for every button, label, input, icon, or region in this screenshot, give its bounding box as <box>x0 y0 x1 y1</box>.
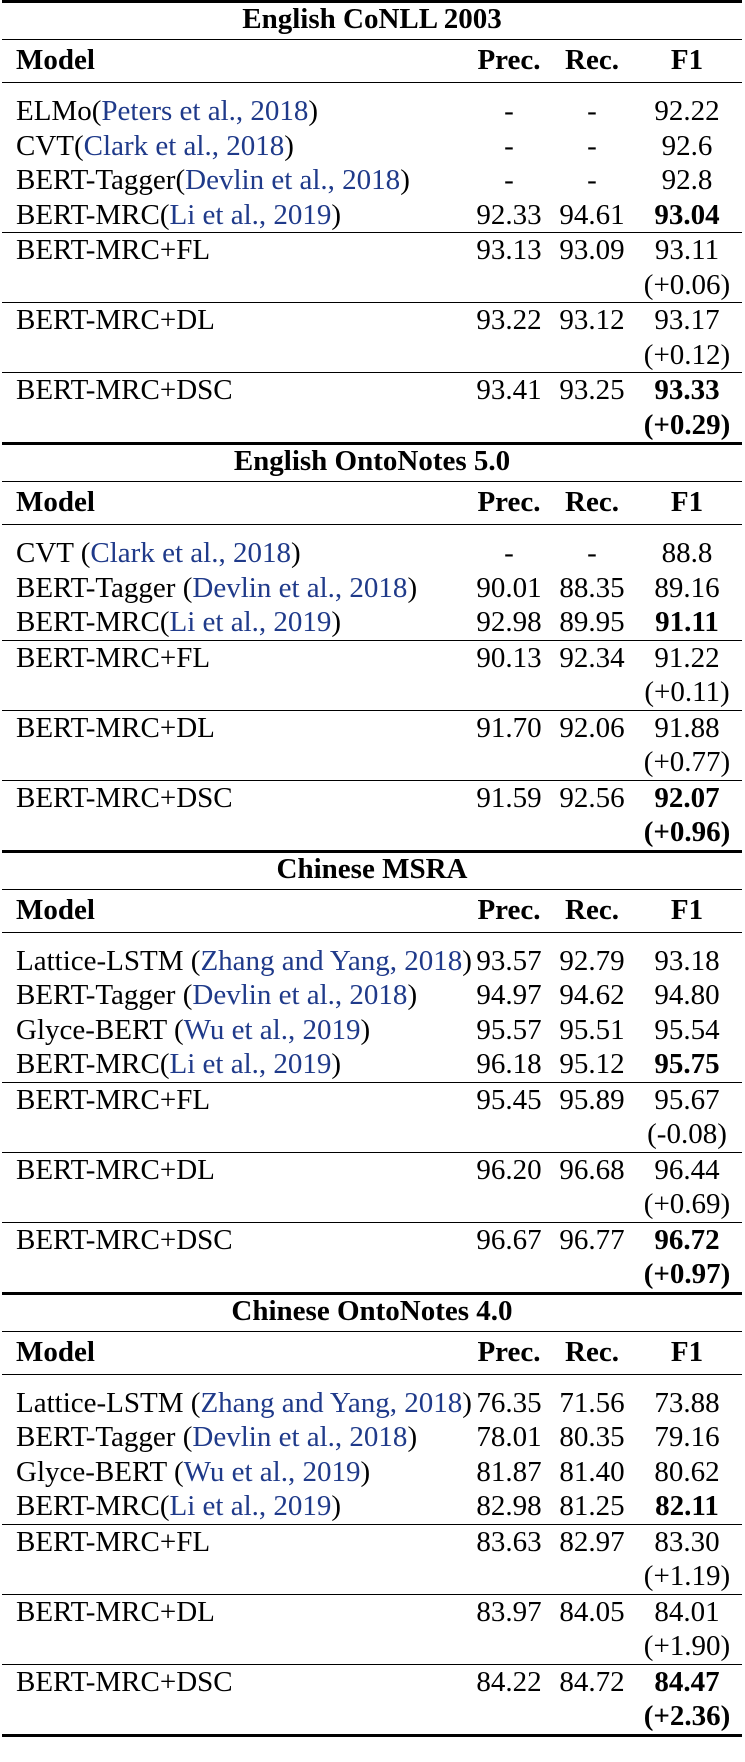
prec-cell: - <box>504 95 514 127</box>
prec-cell: 94.97 <box>476 979 542 1011</box>
section-title: English OntoNotes 5.0 <box>233 445 511 477</box>
prec-cell: 96.18 <box>476 1048 542 1080</box>
model-cell <box>16 303 215 337</box>
f1-delta: (+0.77) <box>643 746 731 778</box>
table-row <box>2 536 742 571</box>
model-name: BERT-MRC+DL <box>16 304 215 336</box>
table-row <box>2 129 742 164</box>
model-cell: BERT-Tagger (Devlin et al., 2018) <box>16 1421 418 1453</box>
prec-cell: 92.33 <box>476 198 542 231</box>
table-row <box>2 605 742 640</box>
f1-cell: 82.11 <box>655 1490 719 1522</box>
header-f1: F1 <box>670 893 704 926</box>
table-row <box>2 1013 742 1048</box>
f1-delta: (+0.69) <box>643 1188 731 1220</box>
citation-link: Devlin et al., 2018 <box>192 1421 408 1453</box>
model-cell: Lattice-LSTM (Zhang and Yang, 2018) <box>16 1386 472 1419</box>
citation-link: Zhang and Yang, 2018 <box>200 1386 463 1419</box>
model-cell <box>16 373 233 407</box>
table-row <box>2 1489 742 1524</box>
rec-cell: 95.89 <box>559 1083 625 1116</box>
model-cell <box>16 641 210 675</box>
table-row <box>2 1594 742 1664</box>
model-name: BERT-MRC <box>16 1048 160 1080</box>
prec-cell: 83.63 <box>476 1525 542 1558</box>
model-name: BERT-MRC+FL <box>16 1083 211 1116</box>
prec-cell: 96.67 <box>476 1223 542 1256</box>
prec-cell: 76.35 <box>476 1386 542 1419</box>
citation-link: Clark et al., 2018 <box>83 129 285 162</box>
header-model: Model <box>16 893 95 926</box>
prec-cell: 90.13 <box>476 641 542 674</box>
prec-cell: - <box>504 164 514 196</box>
f1-cell: 80.62 <box>654 1455 720 1488</box>
f1-delta: (+0.29) <box>643 408 731 441</box>
table-row <box>2 1420 742 1455</box>
table-row <box>2 1222 742 1292</box>
model-cell: ELMo(Peters et al., 2018) <box>16 95 319 127</box>
model-name: BERT-MRC+DL <box>16 1595 215 1628</box>
model-name: BERT-Tagger <box>16 1421 183 1453</box>
model-cell <box>16 1665 233 1699</box>
bottom-rule <box>2 1734 742 1737</box>
header-model: Model <box>16 1335 95 1368</box>
model-cell: CVT (Clark et al., 2018) <box>16 537 301 569</box>
f1-delta: (+1.90) <box>643 1630 731 1662</box>
rec-cell: 89.95 <box>559 606 625 638</box>
model-name: CVT <box>16 537 81 569</box>
citation-link: Devlin et al., 2018 <box>185 164 401 196</box>
f1-cell: 92.22 <box>654 95 720 127</box>
table-row <box>2 198 742 233</box>
prec-cell: 95.45 <box>476 1083 542 1116</box>
results-table <box>2 0 742 1737</box>
rec-cell: 92.56 <box>559 781 625 814</box>
model-cell: BERT-MRC(Li et al., 2019) <box>16 606 342 638</box>
model-name: BERT-MRC+DSC <box>16 1223 233 1256</box>
rec-cell: 95.51 <box>559 1013 625 1046</box>
prec-cell: 83.97 <box>476 1595 542 1628</box>
f1-cell: 96.44 <box>654 1153 720 1186</box>
header-prec: Prec. <box>477 486 541 518</box>
prec-cell: 90.01 <box>476 571 542 604</box>
model-name: BERT-MRC+FL <box>16 641 211 674</box>
citation-link: Li et al., 2019 <box>169 1490 332 1522</box>
header-rec: Rec. <box>565 44 619 76</box>
prec-cell: 93.41 <box>476 374 542 406</box>
f1-delta: (-0.08) <box>647 1118 727 1150</box>
f1-delta: (+0.06) <box>643 268 731 301</box>
f1-cell: 93.17 <box>654 304 720 336</box>
rec-cell: - <box>587 164 597 196</box>
f1-cell: 79.16 <box>654 1421 720 1453</box>
citation-link: Peters et al., 2018 <box>101 95 309 127</box>
rec-cell: 81.40 <box>559 1455 625 1488</box>
table-row <box>2 94 742 129</box>
prec-cell: 93.22 <box>476 304 542 336</box>
model-name: ELMo <box>16 95 92 127</box>
header-model: Model <box>16 486 95 518</box>
model-name: BERT-MRC+DSC <box>16 374 233 406</box>
f1-delta: (+1.19) <box>643 1560 731 1592</box>
section-title: English CoNLL 2003 <box>242 3 502 35</box>
rec-cell: 94.61 <box>559 198 625 231</box>
rec-cell: 82.97 <box>559 1525 625 1558</box>
header-prec: Prec. <box>477 893 541 926</box>
model-cell <box>16 1223 233 1257</box>
rec-cell: 95.12 <box>559 1048 625 1080</box>
rec-cell: 88.35 <box>559 571 625 604</box>
rec-cell: 96.77 <box>559 1223 625 1256</box>
citation-link: Devlin et al., 2018 <box>192 979 408 1011</box>
table-row <box>2 640 742 710</box>
rec-cell: 81.25 <box>559 1490 625 1522</box>
spacer <box>2 525 742 536</box>
model-name: CVT <box>16 129 74 162</box>
f1-cell: 92.6 <box>661 129 713 162</box>
prec-cell: 93.13 <box>476 234 542 266</box>
f1-cell: 73.88 <box>654 1386 720 1419</box>
spacer <box>2 83 742 94</box>
f1-cell: 95.54 <box>654 1013 720 1046</box>
header-model: Model <box>16 44 95 76</box>
model-name: Glyce-BERT <box>16 1455 174 1488</box>
f1-cell: 96.72 <box>654 1223 720 1256</box>
f1-cell: 93.11 <box>654 234 720 266</box>
model-cell: BERT-MRC(Li et al., 2019) <box>16 1490 342 1522</box>
rec-cell: 84.72 <box>559 1665 625 1698</box>
rec-cell: 94.62 <box>559 979 625 1011</box>
table-row <box>2 1386 742 1421</box>
table-row <box>2 944 742 979</box>
model-cell: BERT-MRC(Li et al., 2019) <box>16 198 342 231</box>
citation-link: Devlin et al., 2018 <box>192 571 408 604</box>
f1-cell: 94.80 <box>654 979 720 1011</box>
prec-cell: 84.22 <box>476 1665 542 1698</box>
model-cell: BERT-Tagger(Devlin et al., 2018) <box>16 164 410 196</box>
rec-cell: - <box>587 129 597 162</box>
model-cell: Lattice-LSTM (Zhang and Yang, 2018) <box>16 944 472 977</box>
f1-cell: 92.07 <box>654 781 720 814</box>
rec-cell: 71.56 <box>559 1386 625 1419</box>
model-name: BERT-MRC+FL <box>16 234 211 266</box>
f1-cell: 95.75 <box>654 1048 720 1080</box>
prec-cell: 78.01 <box>476 1421 542 1453</box>
model-name: BERT-MRC+DL <box>16 711 215 744</box>
f1-delta: (+0.12) <box>643 338 731 371</box>
citation-link: Li et al., 2019 <box>169 1048 332 1080</box>
f1-cell: 84.01 <box>654 1595 720 1628</box>
citation-link: Clark et al., 2018 <box>90 537 291 569</box>
header-rec: Rec. <box>565 486 619 518</box>
table-row <box>2 1047 742 1082</box>
model-cell: BERT-MRC(Li et al., 2019) <box>16 1048 342 1080</box>
header-f1: F1 <box>670 44 704 76</box>
table-row <box>2 302 742 372</box>
header-row <box>2 39 742 83</box>
header-row <box>2 481 742 525</box>
model-cell <box>16 1595 215 1629</box>
table-row <box>2 1152 742 1222</box>
table-section <box>2 1292 742 1734</box>
f1-delta: (+0.96) <box>643 816 731 848</box>
table-section <box>2 442 742 850</box>
f1-cell: 91.88 <box>654 711 720 744</box>
rec-cell: 93.12 <box>559 304 625 336</box>
model-cell: Glyce-BERT (Wu et al., 2019) <box>16 1013 371 1046</box>
model-cell <box>16 1083 210 1117</box>
header-f1: F1 <box>670 486 704 518</box>
model-name: Glyce-BERT <box>16 1013 174 1046</box>
table-section <box>2 0 742 442</box>
model-name: BERT-MRC <box>16 198 160 231</box>
table-row <box>2 232 742 302</box>
header-row <box>2 1331 742 1375</box>
f1-cell: 93.18 <box>654 944 720 977</box>
table-row <box>2 163 742 198</box>
model-name: BERT-MRC+DL <box>16 1153 215 1186</box>
rec-cell: - <box>587 95 597 127</box>
rec-cell: 92.79 <box>559 944 625 977</box>
citation-link: Zhang and Yang, 2018 <box>200 944 463 977</box>
rec-cell: - <box>587 537 597 569</box>
prec-cell: 95.57 <box>476 1013 542 1046</box>
f1-cell: 92.8 <box>661 164 713 196</box>
f1-cell: 88.8 <box>661 537 713 569</box>
prec-cell: 96.20 <box>476 1153 542 1186</box>
rec-cell: 84.05 <box>559 1595 625 1628</box>
model-name: BERT-MRC+FL <box>16 1525 211 1558</box>
model-name: BERT-MRC <box>16 1490 160 1522</box>
prec-cell: 93.57 <box>476 944 542 977</box>
rec-cell: 96.68 <box>559 1153 625 1186</box>
table-row <box>2 780 742 850</box>
f1-delta: (+0.97) <box>643 1258 731 1290</box>
spacer <box>2 933 742 944</box>
f1-cell: 93.04 <box>654 198 720 231</box>
rec-cell: 92.34 <box>559 641 625 674</box>
table-row <box>2 1082 742 1152</box>
f1-cell: 83.30 <box>654 1525 720 1558</box>
rec-cell: 93.09 <box>559 234 625 266</box>
f1-delta: (+2.36) <box>643 1700 731 1732</box>
f1-cell: 91.11 <box>655 606 719 638</box>
spacer <box>2 1375 742 1386</box>
section-title: Chinese OntoNotes 4.0 <box>231 1294 513 1327</box>
rec-cell: 80.35 <box>559 1421 625 1453</box>
header-f1: F1 <box>670 1335 704 1368</box>
citation-link: Wu et al., 2019 <box>183 1013 361 1046</box>
f1-cell: 89.16 <box>654 571 720 604</box>
prec-cell: 81.87 <box>476 1455 542 1488</box>
prec-cell: 91.59 <box>476 781 542 814</box>
model-cell <box>16 1153 215 1187</box>
prec-cell: - <box>504 129 514 162</box>
rec-cell: 92.06 <box>559 711 625 744</box>
model-cell: BERT-Tagger (Devlin et al., 2018) <box>16 571 418 604</box>
header-rec: Rec. <box>565 893 619 926</box>
model-cell: BERT-Tagger (Devlin et al., 2018) <box>16 979 418 1011</box>
model-name: BERT-Tagger <box>16 979 183 1011</box>
model-name: BERT-Tagger <box>16 571 183 604</box>
model-name: BERT-MRC+DSC <box>16 1665 233 1698</box>
table-section <box>2 850 742 1292</box>
prec-cell: 92.98 <box>476 606 542 638</box>
prec-cell: 82.98 <box>476 1490 542 1522</box>
table-row <box>2 710 742 780</box>
model-cell <box>16 1525 210 1559</box>
table-row <box>2 571 742 606</box>
model-name: Lattice-LSTM <box>16 1386 191 1419</box>
table-row <box>2 1524 742 1594</box>
model-name: BERT-Tagger <box>16 164 176 196</box>
prec-cell: - <box>504 537 514 569</box>
model-cell: Glyce-BERT (Wu et al., 2019) <box>16 1455 371 1488</box>
citation-link: Wu et al., 2019 <box>183 1455 361 1488</box>
model-cell: CVT(Clark et al., 2018) <box>16 129 294 162</box>
f1-delta: (+0.11) <box>644 676 730 708</box>
f1-cell: 95.67 <box>654 1083 720 1116</box>
prec-cell: 91.70 <box>476 711 542 744</box>
citation-link: Li et al., 2019 <box>169 606 332 638</box>
model-cell <box>16 711 215 745</box>
f1-cell: 84.47 <box>654 1665 720 1698</box>
f1-cell: 93.33 <box>654 374 720 406</box>
model-cell <box>16 781 233 815</box>
table-row <box>2 1664 742 1734</box>
header-rec: Rec. <box>565 1335 619 1368</box>
model-cell <box>16 233 210 267</box>
section-title: Chinese MSRA <box>276 852 468 885</box>
model-name: Lattice-LSTM <box>16 944 191 977</box>
citation-link: Li et al., 2019 <box>169 198 332 231</box>
rec-cell: 93.25 <box>559 374 625 406</box>
table-row <box>2 372 742 442</box>
header-prec: Prec. <box>477 44 541 76</box>
header-prec: Prec. <box>477 1335 541 1368</box>
model-name: BERT-MRC+DSC <box>16 781 233 814</box>
model-name: BERT-MRC <box>16 606 160 638</box>
header-row <box>2 889 742 933</box>
table-row <box>2 1455 742 1490</box>
f1-cell: 91.22 <box>654 641 720 674</box>
table-row <box>2 978 742 1013</box>
